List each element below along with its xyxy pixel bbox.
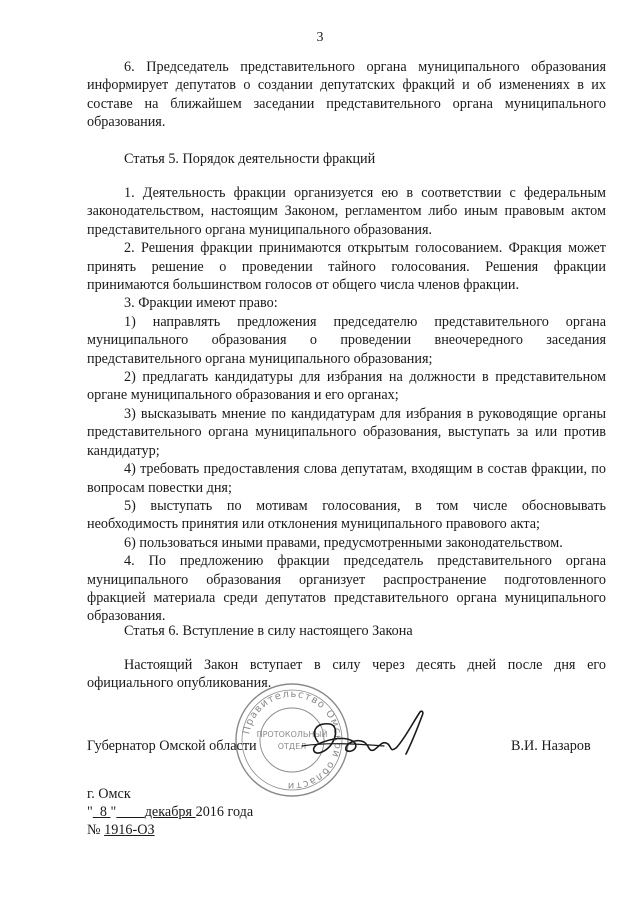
paragraph-6 xyxy=(87,58,606,132)
law-number-prefix: № xyxy=(87,822,101,838)
a5-item-3: 3) высказывать мнение по кандидатурам для избрания в руководящие органы представительного органа муниципального образования, выступать за или против кандидатур; xyxy=(87,405,606,459)
para-text: 6. Председатель представительного органа муниципального образования информирует депутатов о создании депутатских фракций и об изменениях в их составе на ближайшем заседании представительного органа муниципального образования. xyxy=(87,59,606,131)
a5-item-5: 5) выступать по мотивам голосования, в том числе обосновывать необходимость принятия или отклонения муниципального правового акта; xyxy=(87,497,606,533)
heading-text: Статья 6. Вступление в силу настоящего Закона xyxy=(124,623,413,639)
a6-paragraph-1: Настоящий Закон вступает в силу через десять дней после дня его официального опубликования. xyxy=(87,657,606,692)
date-day: 8 xyxy=(99,804,107,820)
article-5-body xyxy=(87,184,606,626)
a5-item-6: 6) пользоваться иными правами, предусмотренными законодательством. xyxy=(124,534,563,551)
article-6-heading xyxy=(87,622,606,640)
date-line xyxy=(87,804,253,821)
seal-center-line-1: ПРОТОКОЛЬНЫЙ xyxy=(256,730,328,739)
law-number-line xyxy=(87,822,155,839)
date-year: 2016 года xyxy=(195,804,254,820)
seal-ring-text: Правительство Омской области xyxy=(241,688,344,792)
a5-item-2: 2) предлагать кандидатуры для избрания на должности в представительном органе муниципального образования и его органах; xyxy=(87,369,606,404)
a5-item-1: 1) направлять предложения председателю представительного органа муниципального образования о проведении внеочередного заседания представительного органа муниципального образования; xyxy=(87,313,606,367)
date-month: декабря xyxy=(144,804,193,820)
heading-text: Статья 5. Порядок деятельности фракций xyxy=(124,151,376,167)
law-number: 1916-ОЗ xyxy=(104,822,155,838)
city-line: г. Омск xyxy=(87,786,131,802)
a5-paragraph-2: 2. Решения фракции принимаются открытым голосованием. Фракция может принять решение о проведении тайного голосования. Решения фракции принимаются большинством голосов от общего числа членов фракции. xyxy=(87,240,606,294)
seal-center-line-2: ОТДЕЛ xyxy=(277,742,307,751)
a5-item-4: 4) требовать предоставления слова депутатам, входящим в состав фракции, по вопросам повестки дня; xyxy=(87,461,606,496)
governor-name: В.И. Назаров xyxy=(511,738,591,754)
date-quote-open: " xyxy=(87,804,93,820)
a5-paragraph-1: 1. Деятельность фракции организуется ею в соответствии с федеральным законодательством, настоящим Законом, регламентом либо иным правовым актом представительного органа муниципального образования. xyxy=(87,185,606,238)
date-quote-close: " xyxy=(110,804,117,820)
article-5-heading xyxy=(87,150,606,168)
page-number: 3 xyxy=(316,30,324,45)
a5-paragraph-3: 3. Фракции имеют право: xyxy=(124,295,278,312)
handwritten-signature xyxy=(288,702,448,772)
a5-paragraph-4: 4. По предложению фракции председатель представительного органа муниципального образования организует распространение подготовленного фракцией материала среди депутатов представительного органа муниципального образования. xyxy=(87,553,606,625)
governor-title: Губернатор Омской области xyxy=(87,738,257,754)
